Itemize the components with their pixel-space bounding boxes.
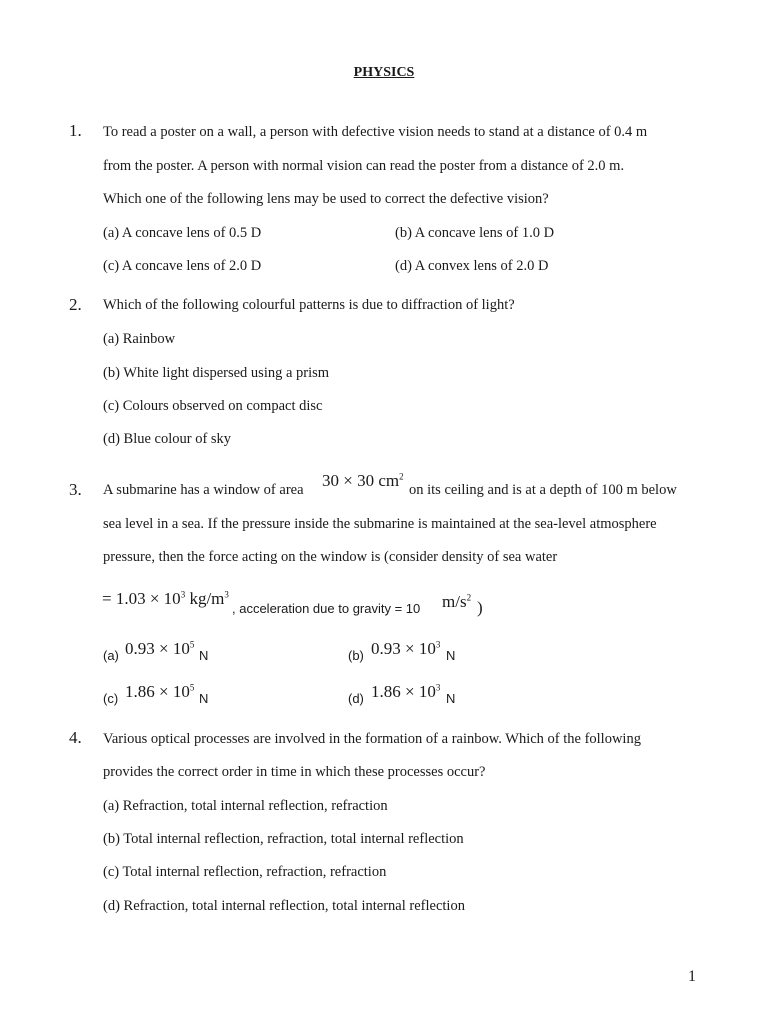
question-text: on its ceiling and is at a depth of 100 m below	[409, 482, 677, 498]
acceleration-text: , acceleration due to gravity = 10	[232, 601, 421, 616]
area-formula: 30 × 30 $cm^2$	[322, 471, 404, 490]
question-number: 2.	[69, 295, 82, 314]
option-c-value: $1.86 \times 10^5$	[125, 682, 195, 701]
question-text: provides the correct order in time in which these processes occur?	[103, 764, 486, 780]
option-d: (d) A convex lens of 2.0 D	[395, 258, 549, 274]
option-b-unit: N	[446, 648, 456, 663]
option-d-value: $1.86 \times 10^3$	[371, 682, 441, 701]
option-b: (b) A concave lens of 1.0 D	[395, 225, 555, 241]
option-a-label: (a)	[103, 648, 119, 663]
question-text: sea level in a sea. If the pressure inside the submarine is maintained at the sea-level atmosphere	[103, 516, 657, 532]
option-a: (a) Rainbow	[103, 331, 176, 347]
option-c: (c) Total internal reflection, refraction, refraction	[103, 864, 387, 880]
closing-parenthesis: )	[477, 598, 483, 617]
option-b: (b) White light dispersed using a prism	[103, 365, 330, 381]
question-text: Various optical processes are involved in the formation of a rainbow. Which of the following	[103, 731, 641, 747]
option-a-unit: N	[199, 648, 209, 663]
option-d-label: (d)	[348, 691, 364, 706]
option-b-value: $0.93 \times 10^3$	[371, 639, 441, 658]
option-c-unit: N	[199, 691, 209, 706]
option-d-unit: N	[446, 691, 456, 706]
question-text: pressure, then the force acting on the window is (consider density of sea water	[103, 549, 558, 565]
option-a-value: $0.93 \times 10^5$	[125, 639, 195, 658]
page-number: 1	[688, 968, 696, 985]
option-c-label: (c)	[103, 691, 119, 706]
option-d: (d) Refraction, total internal reflection, total internal reflection	[103, 898, 465, 914]
option-b-label: (b)	[348, 648, 364, 663]
question-text: Which one of the following lens may be used to correct the defective vision?	[103, 191, 549, 207]
question-number: 3.	[69, 480, 82, 499]
question-text: A submarine has a window of area	[103, 482, 304, 498]
question-number: 1.	[69, 121, 82, 140]
acceleration-unit: $m/s^2$	[442, 592, 472, 611]
question-text: from the poster. A person with normal vision can read the poster from a distance of 2.0 m.	[103, 158, 625, 174]
question-number: 4.	[69, 728, 82, 747]
density-formula: = $1.03 \times 10^3$ $kg/m^3$	[102, 589, 229, 608]
question-text: To read a poster on a wall, a person with defective vision needs to stand at a distance of 0.4 m	[103, 124, 648, 140]
option-b: (b) Total internal reflection, refraction, total internal reflection	[103, 831, 464, 847]
option-a: (a) A concave lens of 0.5 D	[103, 225, 262, 241]
option-c: (c) Colours observed on compact disc	[103, 398, 323, 414]
option-a: (a) Refraction, total internal reflection, refraction	[103, 798, 388, 814]
question-text: Which of the following colourful patterns is due to diffraction of light?	[103, 297, 515, 313]
option-d: (d) Blue colour of sky	[103, 431, 232, 447]
page-title: PHYSICS	[353, 65, 415, 80]
option-c: (c) A concave lens of 2.0 D	[103, 258, 262, 274]
